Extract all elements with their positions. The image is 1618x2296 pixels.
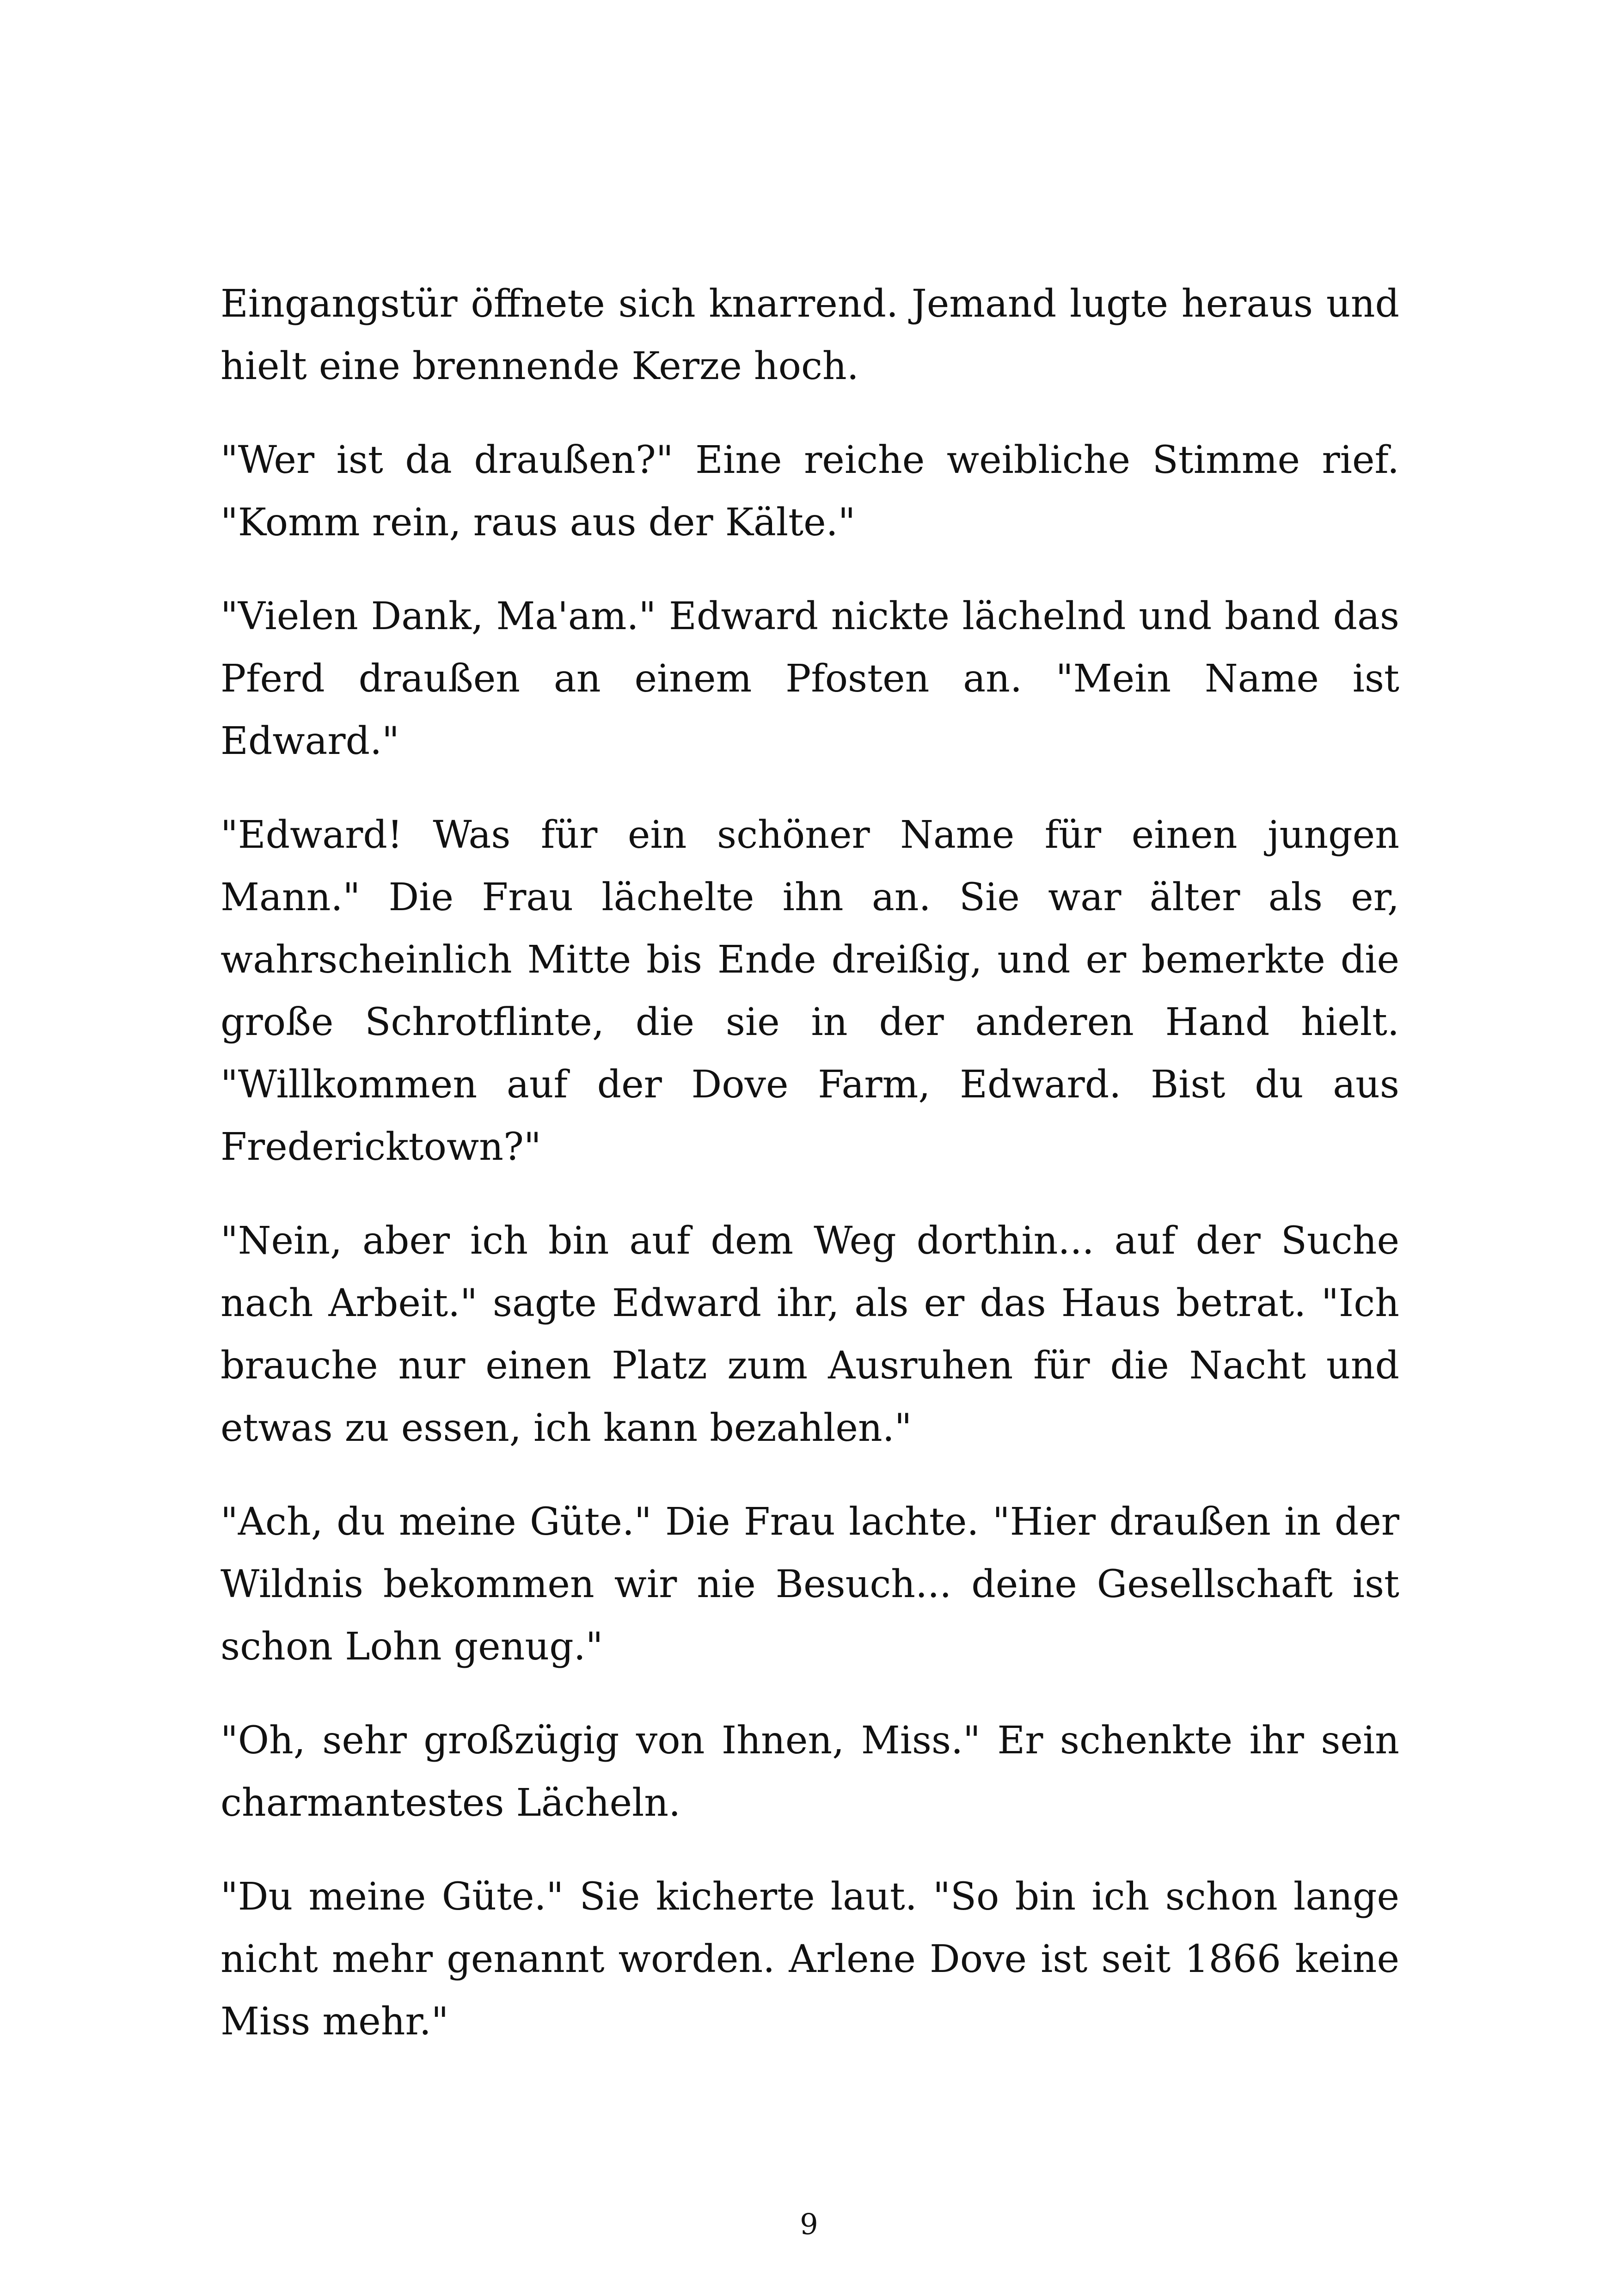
paragraph: Eingangstür öffnete sich knarrend. Jemand lugte heraus und hielt eine brennende Kerze hoch.: [221, 282, 1399, 388]
paragraph: "Nein, aber ich bin auf dem Weg dorthin... auf der Suche nach Arbeit." sagte Edward ihr, als er das Haus betrat. "Ich brauche nur einen Platz zum Ausruhen für die Nacht und etwas zu essen, ich kann bezahlen.": [221, 1219, 1399, 1450]
paragraph: "Edward! Was für ein schöner Name für einen jungen Mann." Die Frau lächelte ihn an. Sie war älter als er, wahrscheinlich Mitte bis Ende dreißig, und er bemerkte die große Schrotflinte, die sie in der anderen Hand hielt. "Willkommen auf der Dove Farm, Edward. Bist du aus Fredericktown?": [221, 813, 1399, 1169]
paragraph: "Oh, sehr großzügig von Ihnen, Miss." Er schenkte ihr sein charmantestes Lächeln.: [221, 1719, 1399, 1825]
paragraph: "Ach, du meine Güte." Die Frau lachte. "Hier draußen in der Wildnis bekommen wir nie Besuch... deine Gesellschaft ist schon Lohn genug.": [221, 1500, 1399, 1669]
body-text: [221, 273, 1399, 2084]
paragraph: "Du meine Güte." Sie kicherte laut. "So bin ich schon lange nicht mehr genannt worden. Arlene Dove ist seit 1866 keine Miss mehr.": [221, 1875, 1399, 2044]
page-number: 9: [800, 2207, 818, 2241]
paragraph: "Vielen Dank, Ma'am." Edward nickte lächelnd und band das Pferd draußen an einem Pfosten an. "Mein Name ist Edward.": [221, 594, 1399, 763]
paragraph: "Wer ist da draußen?" Eine reiche weibliche Stimme rief. "Komm rein, raus aus der Kälte.": [221, 438, 1399, 545]
